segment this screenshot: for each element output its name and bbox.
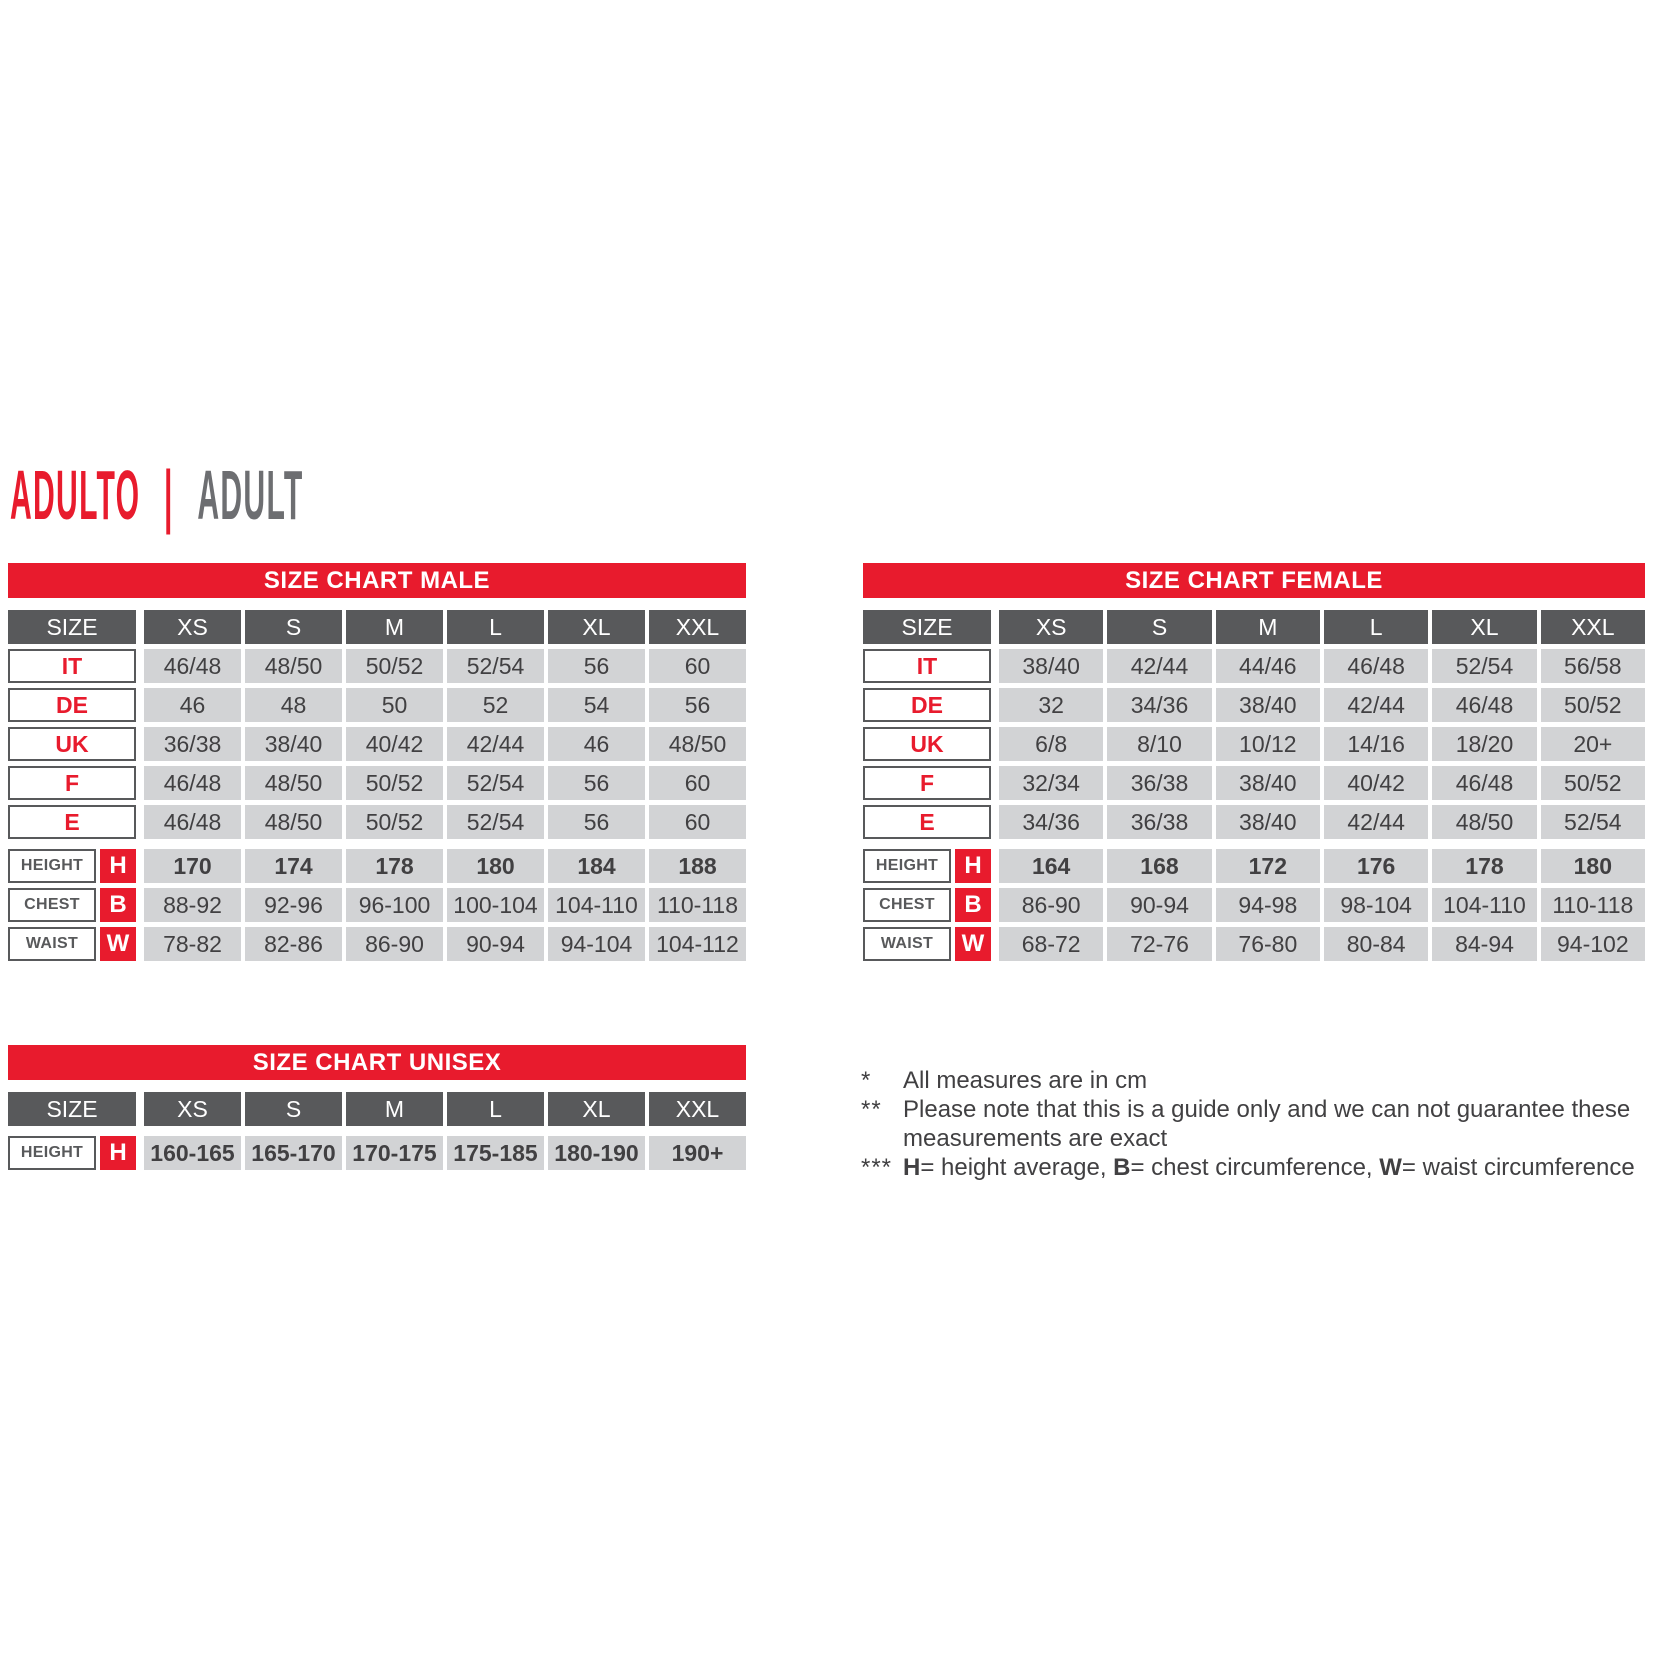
value-cell: 90-94	[1107, 888, 1211, 922]
column-header-l: L	[447, 1092, 544, 1126]
measure-label-cell	[8, 927, 136, 961]
value-cell: 38/40	[1216, 766, 1320, 800]
measure-letter-b: B	[100, 888, 136, 922]
size-chart-unisex-table	[8, 1045, 746, 1175]
value-cell: 52/54	[447, 766, 544, 800]
female-row-height	[863, 849, 1645, 883]
footnote-bold-term: H	[903, 1154, 921, 1181]
column-header-l: L	[447, 610, 544, 644]
measure-name-height: HEIGHT	[8, 849, 96, 883]
measure-letter-w: W	[955, 927, 991, 961]
value-cell: 180	[447, 849, 544, 883]
value-cell: 68-72	[999, 927, 1103, 961]
value-cell: 60	[649, 649, 746, 683]
value-cell: 8/10	[1107, 727, 1211, 761]
value-cell: 180	[1541, 849, 1645, 883]
value-cell: 50/52	[346, 766, 443, 800]
column-header-xxl: XXL	[1541, 610, 1645, 644]
female-row-it	[863, 649, 1645, 683]
value-cell: 20+	[1541, 727, 1645, 761]
value-cell: 46/48	[1432, 688, 1536, 722]
column-header-m: M	[346, 610, 443, 644]
unisex-measure-group	[8, 1136, 746, 1170]
value-cell: 50/52	[346, 805, 443, 839]
measure-label-cell	[863, 849, 991, 883]
footnote-marker: ***	[861, 1154, 893, 1181]
size-column-header: SIZE	[8, 610, 136, 644]
value-cell: 46/48	[144, 766, 241, 800]
value-cell: 32/34	[999, 766, 1103, 800]
value-cell: 18/20	[1432, 727, 1536, 761]
value-cell: 82-86	[245, 927, 342, 961]
measure-label-cell	[8, 888, 136, 922]
male-row-e	[8, 805, 746, 839]
row-label-e: E	[8, 805, 136, 839]
female-row-waist	[863, 927, 1645, 961]
value-cell: 170-175	[346, 1136, 443, 1170]
row-label-it: IT	[863, 649, 991, 683]
value-cell: 104-112	[649, 927, 746, 961]
value-cell: 32	[999, 688, 1103, 722]
value-cell: 42/44	[447, 727, 544, 761]
value-cell: 110-118	[1541, 888, 1645, 922]
value-cell: 46/48	[1324, 649, 1428, 683]
column-header-m: M	[1216, 610, 1320, 644]
value-cell: 188	[649, 849, 746, 883]
value-cell: 56	[548, 805, 645, 839]
value-cell: 52/54	[447, 805, 544, 839]
value-cell: 190+	[649, 1136, 746, 1170]
footnote-1	[861, 1066, 1654, 1095]
measure-name-height: HEIGHT	[8, 1136, 96, 1170]
footnote-marker: *	[861, 1067, 872, 1094]
value-cell: 10/12	[1216, 727, 1320, 761]
value-cell: 80-84	[1324, 927, 1428, 961]
value-cell: 56	[548, 649, 645, 683]
measure-name-chest: CHEST	[8, 888, 96, 922]
value-cell: 52/54	[447, 649, 544, 683]
column-header-xs: XS	[144, 1092, 241, 1126]
value-cell: 50	[346, 688, 443, 722]
measure-letter-b: B	[955, 888, 991, 922]
value-cell: 104-110	[1432, 888, 1536, 922]
size-column-header: SIZE	[863, 610, 991, 644]
value-cell: 86-90	[999, 888, 1103, 922]
value-cell: 42/44	[1324, 688, 1428, 722]
footnote-text	[903, 1066, 1654, 1095]
row-label-f: F	[863, 766, 991, 800]
footnote-text	[903, 1095, 1654, 1153]
column-header-s: S	[245, 1092, 342, 1126]
value-cell: 56	[649, 688, 746, 722]
value-cell: 34/36	[999, 805, 1103, 839]
value-cell: 46	[144, 688, 241, 722]
value-cell: 44/46	[1216, 649, 1320, 683]
footnote-text	[903, 1153, 1654, 1182]
footnote-part: Please note that this is a guide only and we can not guarantee these measurements are exact	[903, 1096, 1631, 1152]
measure-label-cell	[8, 1136, 136, 1170]
value-cell: 170	[144, 849, 241, 883]
column-header-xl: XL	[548, 1092, 645, 1126]
male-header-row	[8, 610, 746, 644]
row-label-f: F	[8, 766, 136, 800]
footnotes	[861, 1066, 1654, 1182]
value-cell: 165-170	[245, 1136, 342, 1170]
measure-name-height: HEIGHT	[863, 849, 951, 883]
size-chart-male-table	[8, 563, 746, 966]
male-row-de	[8, 688, 746, 722]
value-cell: 60	[649, 766, 746, 800]
value-cell: 94-98	[1216, 888, 1320, 922]
size-chart-male-banner: SIZE CHART MALE	[8, 563, 746, 598]
measure-label-cell	[863, 927, 991, 961]
page-title	[10, 456, 304, 534]
value-cell: 160-165	[144, 1136, 241, 1170]
value-cell: 184	[548, 849, 645, 883]
column-header-xxl: XXL	[649, 610, 746, 644]
column-header-xs: XS	[144, 610, 241, 644]
value-cell: 76-80	[1216, 927, 1320, 961]
value-cell: 40/42	[1324, 766, 1428, 800]
value-cell: 96-100	[346, 888, 443, 922]
value-cell: 52/54	[1432, 649, 1536, 683]
value-cell: 42/44	[1107, 649, 1211, 683]
value-cell: 14/16	[1324, 727, 1428, 761]
value-cell: 48/50	[245, 766, 342, 800]
value-cell: 168	[1107, 849, 1211, 883]
measure-name-waist: WAIST	[8, 927, 96, 961]
value-cell: 36/38	[144, 727, 241, 761]
value-cell: 52/54	[1541, 805, 1645, 839]
value-cell: 100-104	[447, 888, 544, 922]
size-chart-unisex-rows	[8, 1092, 746, 1170]
value-cell: 60	[649, 805, 746, 839]
value-cell: 86-90	[346, 927, 443, 961]
value-cell: 48/50	[245, 649, 342, 683]
value-cell: 50/52	[1541, 766, 1645, 800]
unisex-header-row	[8, 1092, 746, 1126]
column-header-xs: XS	[999, 610, 1103, 644]
row-label-uk: UK	[863, 727, 991, 761]
male-row-height	[8, 849, 746, 883]
column-header-xxl: XXL	[649, 1092, 746, 1126]
male-measure-group	[8, 849, 746, 961]
value-cell: 48	[245, 688, 342, 722]
row-label-uk: UK	[8, 727, 136, 761]
footnote-marker: **	[861, 1096, 882, 1123]
value-cell: 46/48	[144, 649, 241, 683]
measure-label-cell	[8, 849, 136, 883]
measure-name-waist: WAIST	[863, 927, 951, 961]
size-chart-female-rows	[863, 610, 1645, 961]
value-cell: 38/40	[1216, 805, 1320, 839]
value-cell: 94-104	[548, 927, 645, 961]
value-cell: 38/40	[999, 649, 1103, 683]
male-row-chest	[8, 888, 746, 922]
column-header-xl: XL	[1432, 610, 1536, 644]
female-row-chest	[863, 888, 1645, 922]
value-cell: 46/48	[144, 805, 241, 839]
size-chart-female-banner: SIZE CHART FEMALE	[863, 563, 1645, 598]
female-row-e	[863, 805, 1645, 839]
male-row-it	[8, 649, 746, 683]
measure-label-cell	[863, 888, 991, 922]
value-cell: 178	[1432, 849, 1536, 883]
value-cell: 98-104	[1324, 888, 1428, 922]
value-cell: 164	[999, 849, 1103, 883]
value-cell: 48/50	[1432, 805, 1536, 839]
size-chart-male-rows	[8, 610, 746, 961]
value-cell: 88-92	[144, 888, 241, 922]
female-row-de	[863, 688, 1645, 722]
value-cell: 40/42	[346, 727, 443, 761]
value-cell: 50/52	[346, 649, 443, 683]
value-cell: 178	[346, 849, 443, 883]
row-label-e: E	[863, 805, 991, 839]
value-cell: 104-110	[548, 888, 645, 922]
measure-letter-h: H	[100, 849, 136, 883]
measure-letter-w: W	[100, 927, 136, 961]
row-label-it: IT	[8, 649, 136, 683]
column-header-m: M	[346, 1092, 443, 1126]
value-cell: 92-96	[245, 888, 342, 922]
value-cell: 54	[548, 688, 645, 722]
footnote-bold-term: W	[1379, 1154, 1402, 1181]
male-row-uk	[8, 727, 746, 761]
size-chart-unisex-banner: SIZE CHART UNISEX	[8, 1045, 746, 1080]
size-column-header: SIZE	[8, 1092, 136, 1126]
value-cell: 50/52	[1541, 688, 1645, 722]
footnote-part: = chest circumference,	[1130, 1154, 1380, 1181]
female-row-f	[863, 766, 1645, 800]
column-header-s: S	[245, 610, 342, 644]
footnote-part: = height average,	[920, 1154, 1114, 1181]
value-cell: 78-82	[144, 927, 241, 961]
measure-letter-h: H	[100, 1136, 136, 1170]
row-label-de: DE	[8, 688, 136, 722]
value-cell: 172	[1216, 849, 1320, 883]
male-row-f	[8, 766, 746, 800]
title-adult: ADULT	[197, 456, 304, 534]
value-cell: 90-94	[447, 927, 544, 961]
column-header-xl: XL	[548, 610, 645, 644]
value-cell: 38/40	[1216, 688, 1320, 722]
column-header-s: S	[1107, 610, 1211, 644]
male-row-waist	[8, 927, 746, 961]
female-row-uk	[863, 727, 1645, 761]
measure-letter-h: H	[955, 849, 991, 883]
footnote-2	[861, 1095, 1654, 1153]
measure-name-chest: CHEST	[863, 888, 951, 922]
value-cell: 94-102	[1541, 927, 1645, 961]
value-cell: 42/44	[1324, 805, 1428, 839]
value-cell: 72-76	[1107, 927, 1211, 961]
value-cell: 175-185	[447, 1136, 544, 1170]
value-cell: 36/38	[1107, 766, 1211, 800]
footnote-part: = waist circumference	[1401, 1154, 1635, 1181]
unisex-row-height	[8, 1136, 746, 1170]
title-separator: |	[164, 456, 174, 534]
row-label-de: DE	[863, 688, 991, 722]
value-cell: 6/8	[999, 727, 1103, 761]
value-cell: 38/40	[245, 727, 342, 761]
value-cell: 36/38	[1107, 805, 1211, 839]
value-cell: 56	[548, 766, 645, 800]
value-cell: 46/48	[1432, 766, 1536, 800]
value-cell: 56/58	[1541, 649, 1645, 683]
value-cell: 174	[245, 849, 342, 883]
value-cell: 48/50	[649, 727, 746, 761]
value-cell: 34/36	[1107, 688, 1211, 722]
footnote-part: All measures are in cm	[903, 1067, 1148, 1094]
value-cell: 84-94	[1432, 927, 1536, 961]
footnote-bold-term: B	[1113, 1154, 1131, 1181]
footnote-3	[861, 1153, 1654, 1182]
female-header-row	[863, 610, 1645, 644]
value-cell: 110-118	[649, 888, 746, 922]
title-adulto: ADULTO	[10, 456, 141, 534]
value-cell: 180-190	[548, 1136, 645, 1170]
female-measure-group	[863, 849, 1645, 961]
value-cell: 48/50	[245, 805, 342, 839]
value-cell: 46	[548, 727, 645, 761]
column-header-l: L	[1324, 610, 1428, 644]
size-chart-female-table	[863, 563, 1645, 966]
value-cell: 52	[447, 688, 544, 722]
value-cell: 176	[1324, 849, 1428, 883]
